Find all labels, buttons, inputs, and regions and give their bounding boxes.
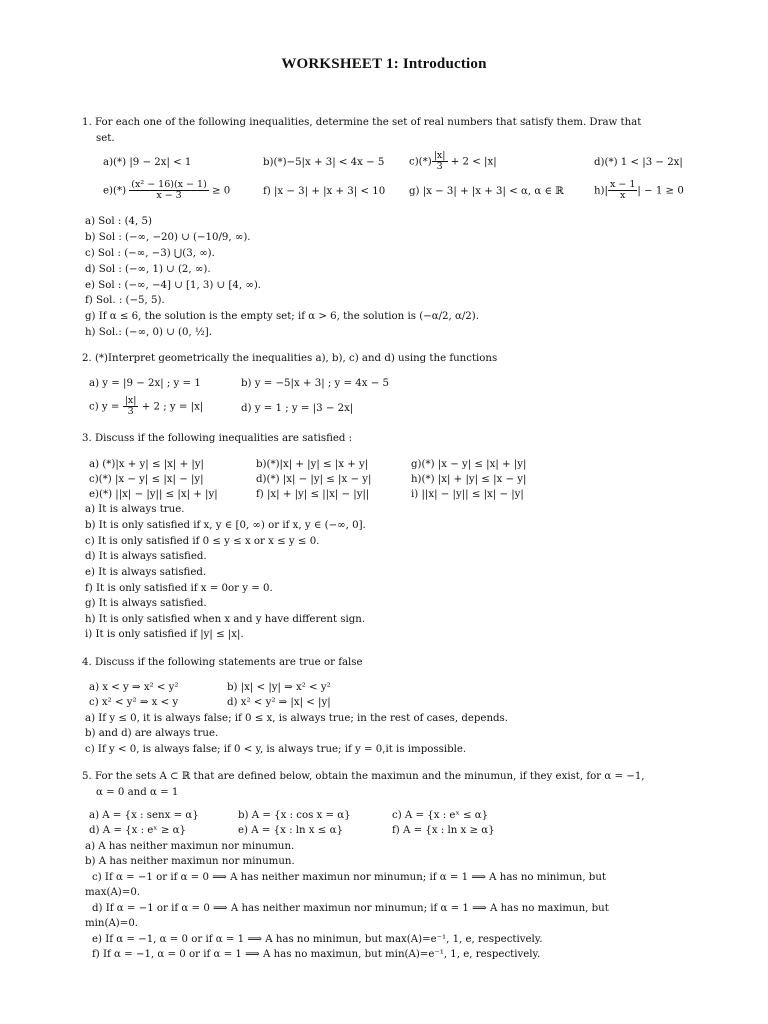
q3-answer-e: e) It is always satisfied. [85,567,207,578]
q1-h-fraction: $\frac{x - 1}{x}$ [609,179,636,201]
q3-item-h: h)(*) |x| + |y| ≤ |x − y| [411,474,527,485]
q3-item-i: i) ||x| − |y|| ≤ |x| − |y| [411,489,524,500]
q1-solution-h: h) Sol.: (−∞, 0) ∪ (0, ½]. [85,327,213,338]
q1-item-b: b)(*)−5|x + 3| < 4x − 5 [263,157,385,168]
q1-item-d: d)(*) 1 < |3 − 2x| [594,157,683,168]
q5-answer-c-line2: max(A)=0. [85,887,141,898]
q1-solution-g: g) If α ≤ 6, the solution is the empty set; if α > 6, the solution is (−α/2, α/2). [85,311,479,322]
q5-set-b: b) A = {x : cos x = α} [238,810,351,821]
q5-statement-line1: 5. For the sets A ⊂ ℝ that are defined below, obtain the maximun and the minumun, if they exist, for α = −1, [82,771,645,782]
q4-item-c: c) x² < y² ⇒ x < y [89,697,179,708]
q3-answer-i: i) It is only satisfied if |y| ≤ |x|. [85,629,244,640]
q3-item-d: d)(*) |x| − |y| ≤ |x − y| [256,474,372,485]
q1-e-fraction: $\frac{\text{(x² − 16)(x − 1)}}{x - 3}$ [131,179,207,201]
q2-statement: 2. (*)Interpret geometrically the inequalities a), b), c) and d) using the functions [82,353,498,364]
q1-item-f: f) |x − 3| + |x + 3| < 10 [263,186,386,197]
q5-answer-a: a) A has neither maximun nor minumun. [85,841,295,852]
q1-c-fraction: $\frac{|x|}{3}$ [433,150,446,172]
q5-answer-b: b) A has neither maximun nor minumun. [85,856,295,867]
q5-answer-f: f) If α = −1, α = 0 or if α = 1 ⟹ A has no maximun, but min(A)=e⁻¹, 1, e, respectively. [92,949,541,960]
q3-item-g: g)(*) |x − y| ≤ |x| + |y| [411,459,527,470]
q5-answer-d-line2: min(A)=0. [85,918,139,929]
q3-answer-a: a) It is always true. [85,504,185,515]
q2-item-d: d) y = 1 ; y = |3 − 2x| [241,403,354,414]
q4-answer-bd: b) and d) are always true. [85,728,219,739]
q4-item-a: a) x < y ⇒ x² < y² [89,682,179,693]
q3-answer-g: g) It is always satisfied. [85,598,207,609]
q1-solution-d: d) Sol : (−∞, 1) ∪ (2, ∞). [85,264,211,275]
q1-item-g: g) |x − 3| + |x + 3| < α, α ∈ ℝ [409,186,564,197]
page-title: WORKSHEET 1: Introduction [281,56,487,72]
q5-answer-e: e) If α = −1, α = 0 or if α = 1 ⟹ A has no minimun, but max(A)=e⁻¹, 1, e, respectively. [92,934,543,945]
q5-answer-d-line1: d) If α = −1 or if α = 0 ⟹ A has neither maximun nor minumun; if α = 1 ⟹ A has no maximun, but [92,903,609,914]
q1-item-a: a)(*) |9 − 2x| < 1 [103,157,192,168]
q3-item-a: a) (*)|x + y| ≤ |x| + |y| [89,459,204,470]
q3-item-b: b)(*)|x| + |y| ≤ |x + y| [256,459,369,470]
q3-answer-d: d) It is always satisfied. [85,551,207,562]
q5-set-c: c) A = {x : eˣ ≤ α} [392,810,489,821]
q3-answer-c: c) It is only satisfied if 0 ≤ y ≤ x or x ≤ y ≤ 0. [85,536,320,547]
q2-item-c: c) y = $\frac{|x|}{3}$ + 2 ; y = |x| [89,395,204,417]
q1-solution-a: a) Sol : (4, 5) [85,216,152,227]
q4-statement: 4. Discuss if the following statements are true or false [82,657,363,668]
q1-item-h: h)| $\frac{x - 1}{x}$ | − 1 ≥ 0 [594,179,684,201]
q1-statement-line2: set. [96,133,115,144]
q3-statement: 3. Discuss if the following inequalities are satisfied : [82,433,353,444]
q1-item-e: e)(*) $\frac{\text{(x² − 16)(x − 1)}}{x - 3}$ ≥ 0 [103,179,231,201]
q3-item-c: c)(*) |x − y| ≤ |x| − |y| [89,474,204,485]
q2-item-a: a) y = |9 − 2x| ; y = 1 [89,378,201,389]
q1-solution-f: f) Sol. : (−5, 5). [85,295,165,306]
q4-item-b: b) |x| < |y| ⇒ x² < y² [227,682,331,693]
q5-set-a: a) A = {x : senx = α} [89,810,199,821]
q5-answer-c-line1: c) If α = −1 or if α = 0 ⟹ A has neither maximun nor minumun; if α = 1 ⟹ A has no minimun, but [92,872,606,883]
q4-answer-a: a) If y ≤ 0, it is always false; if 0 ≤ x, is always true; in the rest of cases, depends. [85,713,508,724]
q5-set-f: f) A = {x : ln x ≥ α} [392,825,495,836]
q1-statement-line1: 1. For each one of the following inequalities, determine the set of real numbers that satisfy them. Draw that [82,117,642,128]
q5-statement-line2: α = 0 and α = 1 [96,787,179,798]
q3-answer-f: f) It is only satisfied if x = 0or y = 0. [85,583,273,594]
q4-answer-c: c) If y < 0, is always false; if 0 < y, is always true; if y = 0,it is impossible. [85,744,467,755]
q1-item-c: c)(*) $\frac{|x|}{3}$ + 2 < |x| [409,150,497,172]
q2-item-b: b) y = −5|x + 3| ; y = 4x − 5 [241,378,390,389]
q2-c-fraction: $\frac{|x|}{3}$ [124,395,137,417]
q1-solution-b: b) Sol : (−∞, −20) ∪ (−10/9, ∞). [85,232,251,243]
q3-answer-h: h) It is only satisfied when x and y have different sign. [85,614,366,625]
q3-item-e: e)(*) ||x| − |y|| ≤ |x| + |y| [89,489,218,500]
q1-solution-c: c) Sol : (−∞, −3) ⋃(3, ∞). [85,248,215,259]
q1-solution-e: e) Sol : (−∞, −4] ∪ [1, 3) ∪ [4, ∞). [85,280,262,291]
q4-item-d: d) x² < y² ⇒ |x| < |y| [227,697,331,708]
q5-set-d: d) A = {x : eˣ ≥ α} [89,825,186,836]
q3-answer-b: b) It is only satisfied if x, y ∈ [0, ∞) or if x, y ∈ (−∞, 0]. [85,520,366,531]
q3-item-f: f) |x| + |y| ≤ ||x| − |y|| [256,489,370,500]
q5-set-e: e) A = {x : ln x ≤ α} [238,825,343,836]
